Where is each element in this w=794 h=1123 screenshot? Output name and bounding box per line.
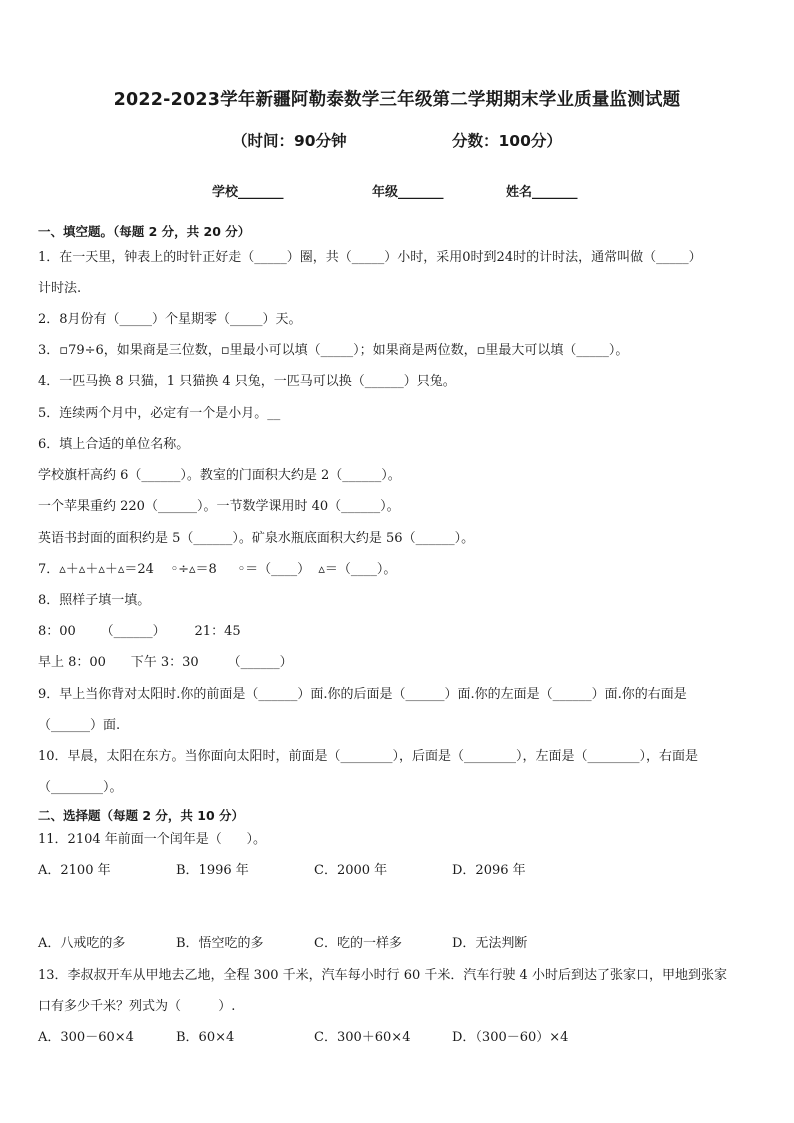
- page-title: 2022-2023学年新疆阿勒泰数学三年级第二学期期末学业质量监测试题: [113, 90, 681, 110]
- option-a: A．八戒吃的多: [38, 936, 126, 951]
- question-13-stem-cont: 口有多少千米？列式为（ ）.: [38, 999, 236, 1014]
- question-line: 1．在一天里，钟表上的时针正好走（_____）圈，共（_____）小时，采用0时到24时的计时法，通常叫做（_____）: [38, 250, 702, 265]
- section-heading-fill-in: 一、填空题。（每题 2 分，共 20 分）: [38, 224, 251, 239]
- grade-field: 年级_______: [372, 185, 444, 200]
- school-field: 学校_______: [212, 185, 284, 200]
- option-b: B．悟空吃的多: [176, 936, 264, 951]
- question-line: 5．连续两个月中，必定有一个是小月。__: [38, 406, 281, 421]
- option-d: D．2096 年: [452, 863, 526, 878]
- option-b: B．1996 年: [176, 863, 249, 878]
- question-line: 英语书封面的面积约是 5（______）。矿泉水瓶底面积大约是 56（______）。: [38, 531, 475, 546]
- question-11-stem: 11．2104 年前面一个闰年是（ ）。: [38, 832, 267, 847]
- option-b: B．60×4: [176, 1030, 235, 1045]
- option-c: C．300＋60×4: [314, 1030, 411, 1045]
- question-line: 10．早晨，太阳在东方。当你面向太阳时，前面是（________），后面是（________），左面是（________），右面是: [38, 749, 699, 764]
- option-a: A．2100 年: [38, 863, 111, 878]
- question-line: （________）。: [38, 780, 123, 795]
- question-line: 学校旗杆高约 6（______）。教室的门面积大约是 2（______）。: [38, 468, 401, 483]
- option-d: D．（300－60）×4: [452, 1030, 569, 1045]
- question-line: 6．填上合适的单位名称。: [38, 437, 190, 452]
- option-d: D．无法判断: [452, 936, 528, 951]
- question-line: 4．一匹马换 8 只猫，1 只猫换 4 只兔，一匹马可以换（______）只兔。: [38, 374, 456, 389]
- question-12-stem: [38, 893, 756, 927]
- question-line: 一个苹果重约 220（______）。一节数学课用时 40（______）。: [38, 499, 400, 514]
- question-line: 2．8月份有（_____）个星期零（_____）天。: [38, 312, 302, 327]
- question-line: 7．▵＋▵＋▵＋▵＝24 ◦÷▵＝8 ◦＝（____） ▵＝（____）。: [38, 562, 397, 577]
- question-line: （______）面.: [38, 718, 121, 733]
- name-field: 姓名_______: [506, 185, 578, 200]
- question-line: 8：00 （______） 21：45: [38, 624, 241, 639]
- question-line: 早上 8：00 下午 3：30 （______）: [38, 655, 293, 670]
- exam-score: 分数：100分）: [452, 132, 562, 150]
- option-c: C．吃的一样多: [314, 936, 402, 951]
- exam-time: （时间：90分钟: [232, 132, 347, 150]
- option-a: A．300－60×4: [38, 1030, 134, 1045]
- question-line: 8．照样子填一填。: [38, 593, 151, 608]
- question-line: 计时法.: [38, 281, 82, 296]
- question-line: 3．▫79÷6，如果商是三位数，▫里最小可以填（_____）；如果商是两位数，▫里最大可以填（_____）。: [38, 343, 629, 358]
- question-line: 9．早上当你背对太阳时.你的前面是（______）面.你的后面是（______）面.你的左面是（______）面.你的右面是: [38, 687, 687, 702]
- option-c: C．2000 年: [314, 863, 388, 878]
- question-13-stem: 13．李叔叔开车从甲地去乙地，全程 300 千米，汽车每小时行 60 千米．汽车行驶 4 小时后到达了张家口，甲地到张家: [38, 968, 727, 983]
- section-heading-choice: 二、选择题（每题 2 分，共 10 分）: [38, 808, 245, 823]
